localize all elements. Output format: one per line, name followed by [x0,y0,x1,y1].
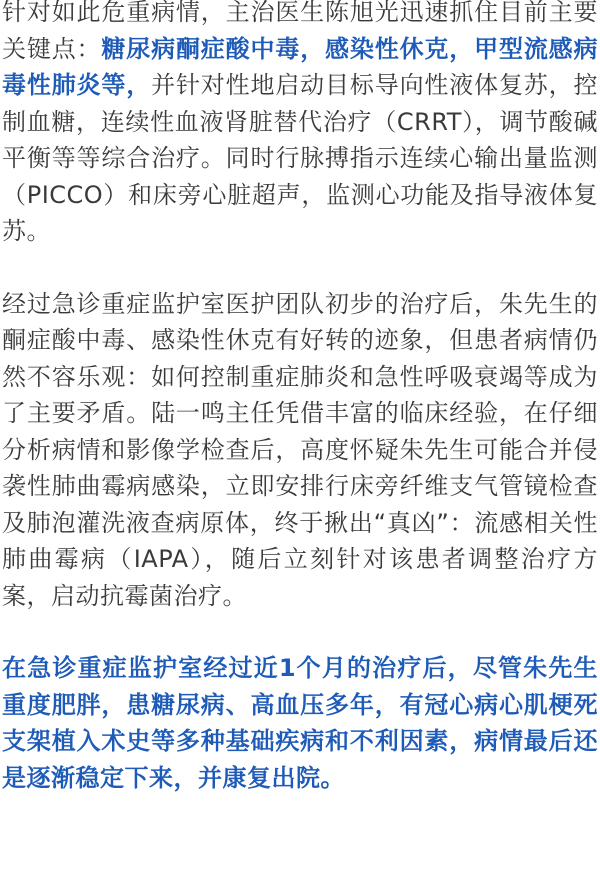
paragraph-diagnosis-progress [2,286,598,615]
paragraph-treatment-plan [2,0,598,250]
text-segment: 针对如此危重病情，主治医生陈旭光迅速抓住目前主要关键点： [2,0,598,63]
text-segment: 经过急诊重症监护室医护团队初步的治疗后，朱先生的酮症酸中毒、感染性休克有好转的迹象，但患者病情仍然不容乐观：如何控制重症肺炎和急性呼吸衰竭等成为了主要矛盾。陆一鸣主任凭借丰富的临床经验，在仔细分析病情和影像学检查后，高度怀疑朱先生可能合并侵袭性肺曲霉病感染，立即安排行床旁纤维支气管镜检查及肺泡灌洗液查病原体，终于揪出“真凶”：流感相关性肺曲霉病（IAPA），随后立刻针对该患者调整治疗方案，启动抗霉菌治疗。 [2,289,598,610]
highlighted-outcome: 在急诊重症监护室经过近1个月的治疗后，尽管朱先生重度肥胖，患糖尿病、高血压多年，有冠心病心肌梗死支架植入术史等多种基础疾病和不利因素，病情最后还是逐渐稳定下来，并康复出院。 [2,654,598,792]
paragraph-outcome [2,650,598,796]
text-segment: 并针对性地启动目标导向性液体复苏，控制血糖，连续性血液肾脏替代治疗（CRRT），调节酸碱平衡等等综合治疗。同时行脉搏指示连续心输出量监测（PICCO）和床旁心脏超声，监测心功能及指导液体复苏。 [2,71,599,245]
highlighted-diagnosis: 糖尿病酮症酸中毒，感染性休克，甲型流感病毒性肺炎等， [2,34,599,99]
